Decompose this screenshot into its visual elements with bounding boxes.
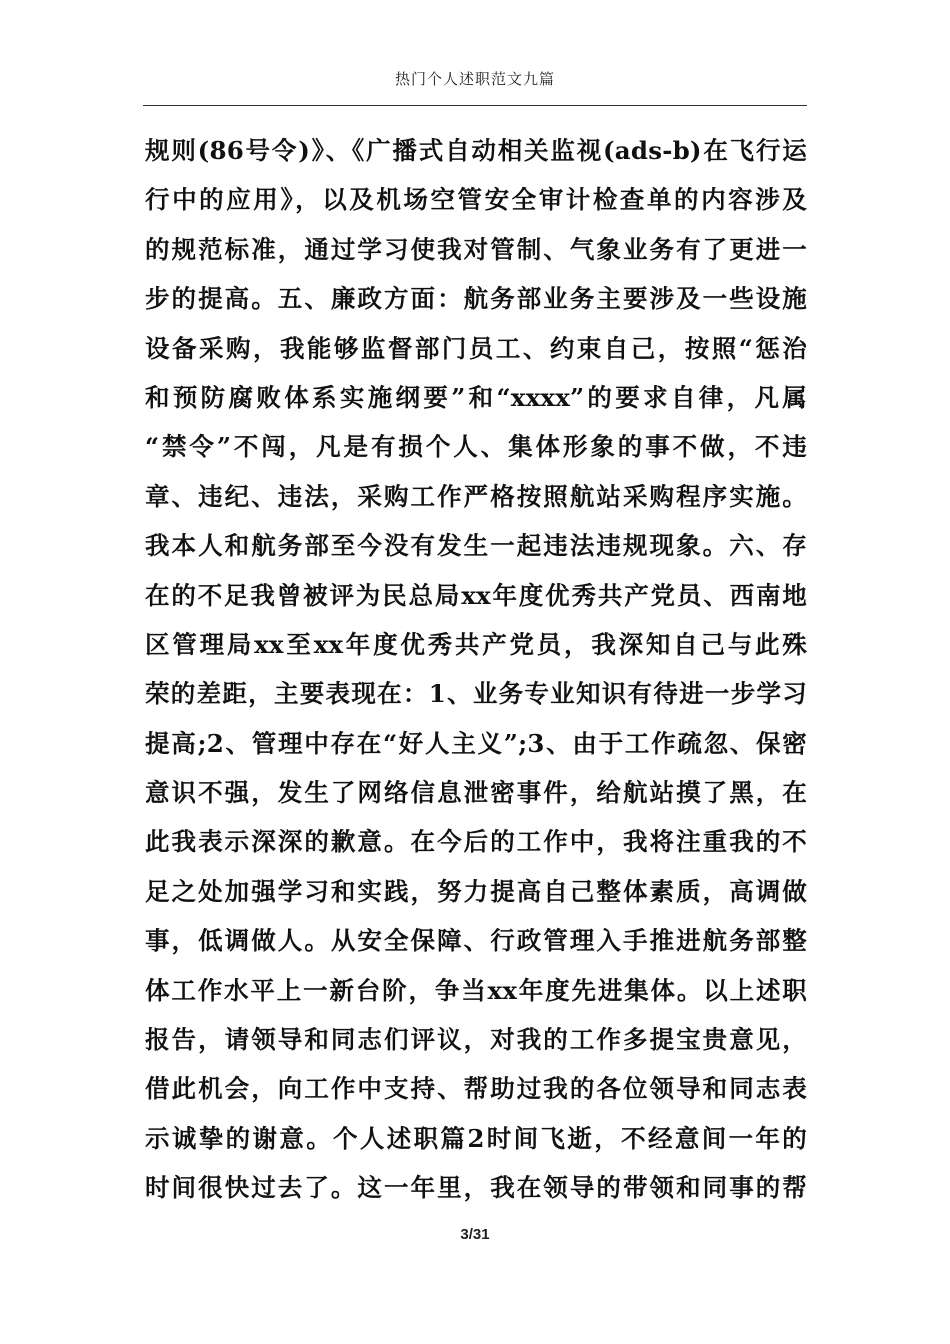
text-line: 此我表示深深的歉意。在今后的工作中，我将注重我的不 [145,827,807,857]
text-line: 我本人和航务部至今没有发生一起违法违规现象。六、存 [145,531,807,561]
text-line: 规则(86号令)》、《广播式自动相关监视(ads-b)在飞行运 [145,136,807,165]
text-line: 荣的差距，主要表现在：1、业务专业知识有待进一步学习 [145,679,807,709]
page-number: 3/31 [460,1226,490,1243]
text-line: 步的提高。五、廉政方面：航务部业务主要涉及一些设施 [145,284,807,314]
text-line: 意识不强，发生了网络信息泄密事件，给航站摸了黑，在 [145,778,807,808]
text-line: “禁令”不闯，凡是有损个人、集体形象的事不做，不违 [145,432,807,462]
text-line: 提高;2、管理中存在“好人主义”;3、由于工作疏忽、保密 [145,728,807,758]
header-divider [143,105,807,106]
text-line: 体工作水平上一新台阶，争当xx年度先进集体。以上述职 [145,975,807,1005]
text-line: 设备采购，我能够监督部门员工、约束自己，按照“惩治 [145,333,807,363]
text-line: 在的不足我曾被评为民总局xx年度优秀共产党员、西南地 [145,580,807,610]
text-line: 章、违纪、违法，采购工作严格按照航站采购程序实施。 [145,481,807,511]
text-line: 报告，请领导和同志们评议，对我的工作多提宝贵意见， [145,1025,807,1055]
text-line: 足之处加强学习和实践，努力提高自己整体素质，高调做 [145,876,807,906]
text-line: 的规范标准，通过学习使我对管制、气象业务有了更进一 [145,234,807,264]
text-line: 和预防腐败体系实施纲要”和“xxxx”的要求自律，凡属 [145,382,807,412]
text-line: 行中的应用》，以及机场空管安全审计检查单的内容涉及 [145,185,807,215]
text-line: 借此机会，向工作中支持、帮助过我的各位领导和同志表 [145,1074,807,1104]
page-header-title: 热门个人述职范文九篇 [394,70,555,88]
text-line: 区管理局xx至xx年度优秀共产党员，我深知自己与此殊 [145,629,807,659]
body-text [145,126,807,1213]
text-line: 时间很快过去了。这一年里，我在领导的带领和同事的帮 [145,1173,807,1203]
text-line: 示诚挚的谢意。个人述职篇2时间飞逝，不经意间一年的 [145,1123,807,1153]
text-line: 事，低调做人。从安全保障、行政管理入手推进航务部整 [145,926,807,956]
